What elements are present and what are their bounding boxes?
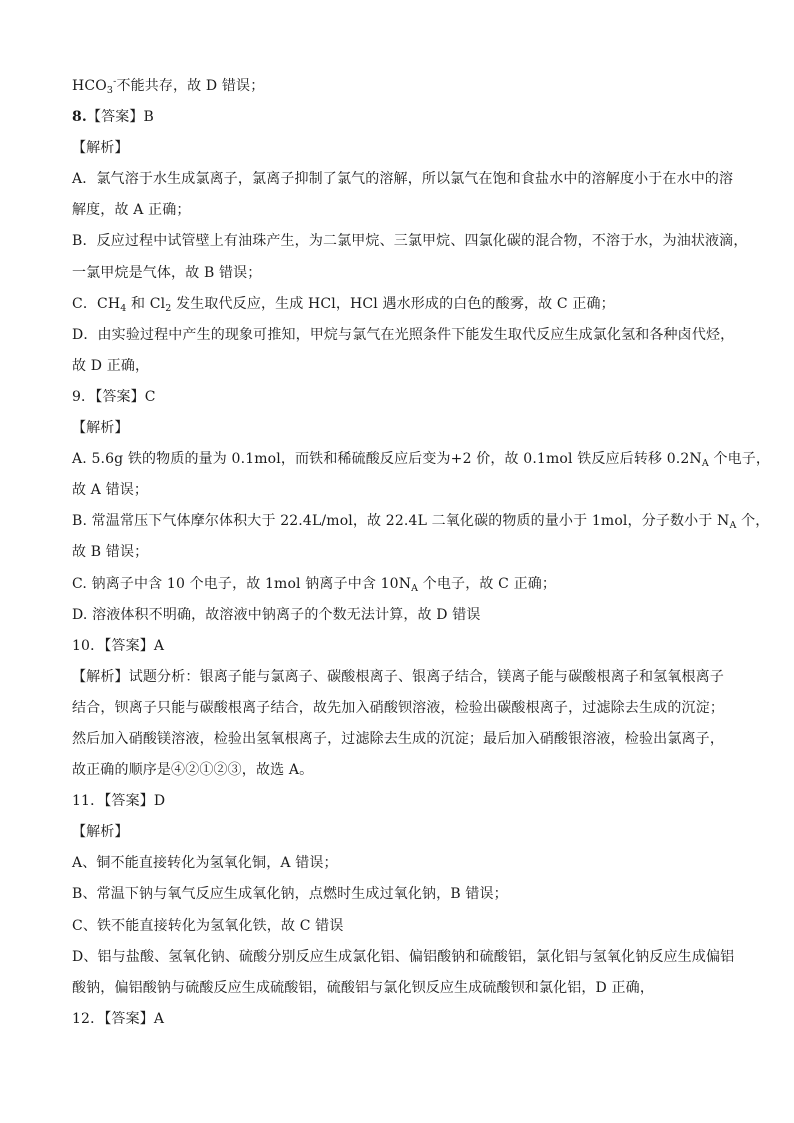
text-run: A．氯气溶于水生成氯离子，氯离子抑制了氯气的溶解，所以氯气在饱和食盐水中的溶解度小于在水中的溶	[72, 171, 734, 188]
text-line	[72, 978, 724, 998]
subscript: 4	[120, 302, 127, 314]
document-page	[72, 76, 771, 1040]
text-run: 个电子，	[708, 451, 771, 468]
text-line	[72, 574, 724, 594]
text-line	[72, 1009, 724, 1029]
text-run: C. 钠离子中含 10 个电子，故 1mol 钠离子中含 10N	[72, 575, 412, 592]
text-line	[72, 729, 724, 749]
text-run: 然后加入硝酸镁溶液，检验出氢氧根离子，过滤除去生成的沉淀；最后加入硝酸银溶液，检验出氯离子，	[72, 730, 724, 747]
text-run: A. 5.6g 铁的物质的量为 0.1mol，而铁和稀硫酸反应后变为+2 价，故 0.1mol 铁反应后转移 0.2N	[72, 451, 702, 468]
text-run: 【解析】	[72, 824, 129, 841]
text-line	[72, 387, 724, 407]
text-run: 【答案】B	[86, 109, 154, 126]
text-run: 9．【答案】C	[72, 388, 156, 405]
text-run: D. 溶液体积不明确，故溶液中钠离子的个数无法计算，故 D 错误	[72, 606, 481, 623]
text-line	[72, 231, 748, 251]
text-run: 酸钠，偏铝酸钠与硫酸反应生成硫酸铝，硫酸铝与氯化钡反应生成硫酸钡和氯化铝，D 正确，	[72, 979, 654, 996]
text-run: B. 常温常压下气体摩尔体积大于 22.4L/mol，故 22.4L 二氧化碳的物质的量小于 1mol，分子数小于 N	[72, 513, 730, 530]
text-line	[72, 449, 771, 470]
text-line	[72, 791, 724, 811]
text-run: 8.	[72, 109, 87, 126]
text-line	[72, 294, 724, 314]
text-line	[72, 511, 770, 532]
text-run: 故 B 错误；	[72, 544, 149, 561]
text-line	[72, 822, 724, 842]
text-line	[72, 698, 724, 718]
text-line	[72, 263, 724, 283]
text-run: D．由实验过程中产生的现象可推知，甲烷与氯气在光照条件下能发生取代反应生成氯化氢和各种卤代烃，	[72, 326, 735, 343]
text-line	[72, 605, 724, 625]
text-line	[72, 107, 724, 127]
subscript: A	[701, 458, 709, 470]
text-run: 个电子，故 C 正确；	[418, 575, 557, 592]
text-run: 11．【答案】D	[72, 793, 166, 810]
superscript: -	[113, 76, 117, 87]
text-run: HCO	[72, 78, 107, 94]
text-run: 个，	[736, 513, 770, 530]
text-run: 【解析】	[72, 140, 129, 157]
subscript: 2	[165, 302, 172, 314]
text-run: 10．【答案】A	[72, 637, 165, 654]
text-line	[72, 884, 724, 904]
text-run: 解度，故 A 正确；	[72, 202, 191, 219]
text-line	[72, 760, 724, 780]
text-run: 发生取代反应，生成 HCl，HCl 遇水形成的白色的酸雾，故 C 正确；	[171, 295, 615, 312]
text-run: D、铝与盐酸、氢氧化钠、硫酸分别反应生成氯化铝、偏铝酸钠和硫酸铝，氯化铝与氢氧化钠反应生成偏铝	[72, 948, 735, 965]
text-line	[72, 480, 724, 500]
text-run: 和 Cl	[126, 295, 166, 312]
text-run: B、常温下钠与氧气反应生成氧化钠，点燃时生成过氧化钠，B 错误；	[72, 886, 508, 903]
text-run: 【解析】	[72, 420, 129, 437]
subscript: A	[411, 582, 419, 594]
text-run: 12．【答案】A	[72, 1010, 165, 1027]
text-line	[72, 542, 724, 562]
text-line	[72, 356, 724, 376]
text-line	[72, 138, 724, 158]
text-line	[72, 947, 735, 967]
text-run: 一氯甲烷是气体，故 B 错误；	[72, 264, 262, 281]
subscript: 3	[106, 85, 114, 96]
subscript: A	[729, 520, 737, 532]
text-run: 故 D 正确，	[72, 357, 150, 374]
text-run: B．反应过程中试管壁上有油珠产生，为二氯甲烷、三氯甲烷、四氯化碳的混合物，不溶于水，为油状液滴，	[72, 233, 748, 250]
text-line	[72, 636, 724, 656]
text-run: 不能共存，故 D 错误；	[116, 78, 265, 94]
text-run: 故 A 错误；	[72, 482, 149, 499]
text-run: A、铜不能直接转化为氢氧化铜，A 错误；	[72, 855, 338, 872]
text-line	[72, 418, 724, 438]
text-line	[72, 853, 724, 873]
text-run: 【解析】试题分析：银离子能与氯离子、碳酸根离子、银离子结合，镁离子能与碳酸根离子和氢氧根离子	[72, 668, 724, 685]
text-run: 结合，钡离子只能与碳酸根离子结合，故先加入硝酸钡溶液，检验出碳酸根离子，过滤除去生成的沉淀；	[72, 699, 724, 716]
text-line	[72, 76, 724, 96]
text-run: 故正确的顺序是④②①②③，故选 A。	[72, 762, 314, 779]
text-line	[72, 916, 724, 936]
text-run: C．CH	[72, 295, 121, 312]
text-line	[72, 325, 735, 345]
text-run: C、铁不能直接转化为氢氧化铁，故 C 错误	[72, 917, 344, 934]
text-line	[72, 169, 734, 189]
text-line	[72, 667, 724, 687]
text-line	[72, 200, 724, 220]
